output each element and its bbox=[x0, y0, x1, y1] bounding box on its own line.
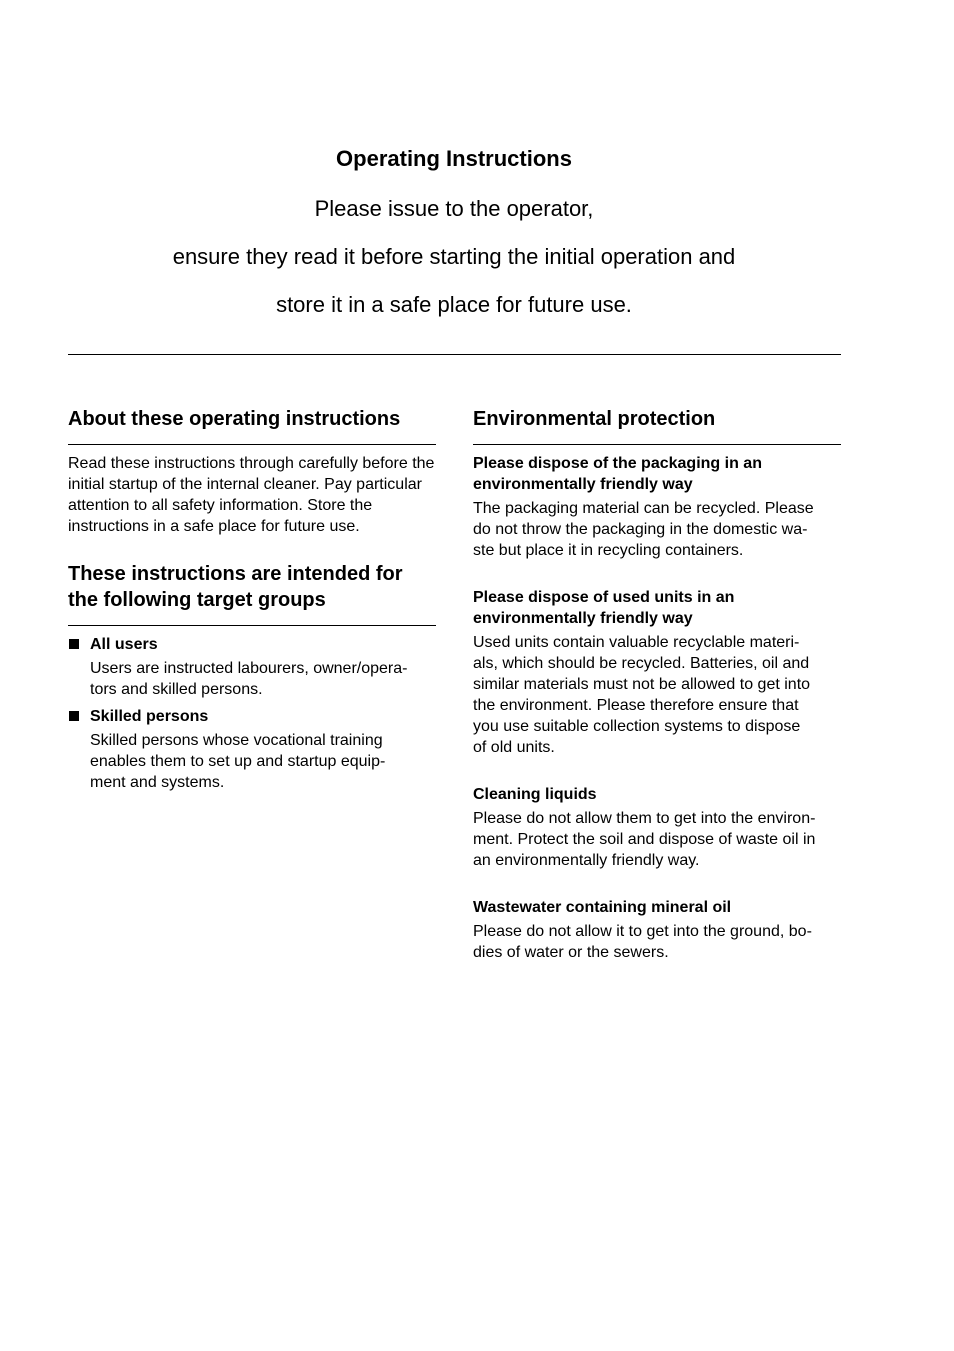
about-heading: About these operating instructions bbox=[68, 408, 401, 430]
env-section-wastewater bbox=[473, 897, 841, 963]
line: ment and systems. bbox=[90, 774, 225, 791]
section-title bbox=[473, 587, 841, 629]
target-heading-line-2: the following target groups bbox=[68, 589, 326, 611]
target-groups-heading bbox=[68, 561, 436, 613]
line: Please do not allow them to get into the environ- bbox=[473, 810, 816, 827]
line: you use suitable collection systems to dispose bbox=[473, 718, 801, 735]
list-item-body bbox=[90, 730, 436, 793]
header-line-1: Please issue to the operator, bbox=[314, 196, 594, 221]
header-line-2: ensure they read it before starting the initial operation and bbox=[172, 244, 736, 269]
section-title bbox=[473, 897, 841, 918]
header-line-3: store it in a safe place for future use. bbox=[276, 292, 632, 317]
section-title bbox=[473, 453, 841, 495]
line: similar materials must not be allowed to get into bbox=[473, 676, 811, 693]
right-column bbox=[473, 406, 841, 963]
line: Please do not allow it to get into the ground, bo- bbox=[473, 923, 812, 940]
line: do not throw the packaging in the domestic wa- bbox=[473, 521, 808, 538]
line: Skilled persons whose vocational training bbox=[90, 732, 383, 749]
line: the environment. Please therefore ensure that bbox=[473, 697, 799, 714]
left-column bbox=[68, 406, 436, 793]
section-title bbox=[473, 784, 841, 805]
bullet-square-icon bbox=[69, 639, 79, 649]
section-body bbox=[473, 808, 841, 871]
about-divider bbox=[68, 444, 436, 445]
line: ment. Protect the soil and dispose of waste oil in bbox=[473, 831, 816, 848]
line: dies of water or the sewers. bbox=[473, 944, 669, 961]
section-body bbox=[473, 921, 841, 963]
line: The packaging material can be recycled. Please bbox=[473, 500, 814, 517]
environmental-divider bbox=[473, 444, 841, 445]
target-divider bbox=[68, 625, 436, 626]
list-item-body bbox=[90, 658, 436, 700]
line: Cleaning liquids bbox=[473, 786, 597, 803]
line: als, which should be recycled. Batteries, oil and bbox=[473, 655, 810, 672]
line: environmentally friendly way bbox=[473, 476, 693, 493]
line: Used units contain valuable recyclable materi- bbox=[473, 634, 800, 651]
env-section-used-units bbox=[473, 587, 841, 758]
env-section-cleaning-liquids bbox=[473, 784, 841, 871]
line: Please dispose of used units in an bbox=[473, 589, 735, 606]
list-item bbox=[68, 634, 436, 700]
line: ste but place it in recycling containers. bbox=[473, 542, 744, 559]
bullet-square-icon bbox=[69, 711, 79, 721]
list-item bbox=[68, 706, 436, 793]
line: Wastewater containing mineral oil bbox=[473, 899, 732, 916]
header-divider bbox=[68, 354, 841, 355]
target-heading-line-1: These instructions are intended for bbox=[68, 563, 403, 585]
line: of old units. bbox=[473, 739, 555, 756]
line: an environmentally friendly way. bbox=[473, 852, 700, 869]
line: Users are instructed labourers, owner/opera- bbox=[90, 660, 408, 677]
line: enables them to set up and startup equip- bbox=[90, 753, 386, 770]
line: tors and skilled persons. bbox=[90, 681, 263, 698]
env-section-packaging bbox=[473, 453, 841, 561]
document-title: Operating Instructions bbox=[336, 146, 572, 171]
line: environmentally friendly way bbox=[473, 610, 693, 627]
environmental-protection-heading: Environmental protection bbox=[473, 408, 716, 430]
section-body bbox=[473, 632, 841, 758]
list-item-title: All users bbox=[90, 636, 158, 653]
section-body bbox=[473, 498, 841, 561]
about-body: Read these instructions through carefully before the initial startup of the internal cleaner. Pay particular attention to all safety information. Store the instructions in a safe place for future use. bbox=[68, 455, 435, 535]
line: Please dispose of the packaging in an bbox=[473, 455, 762, 472]
list-item-title: Skilled persons bbox=[90, 708, 209, 725]
